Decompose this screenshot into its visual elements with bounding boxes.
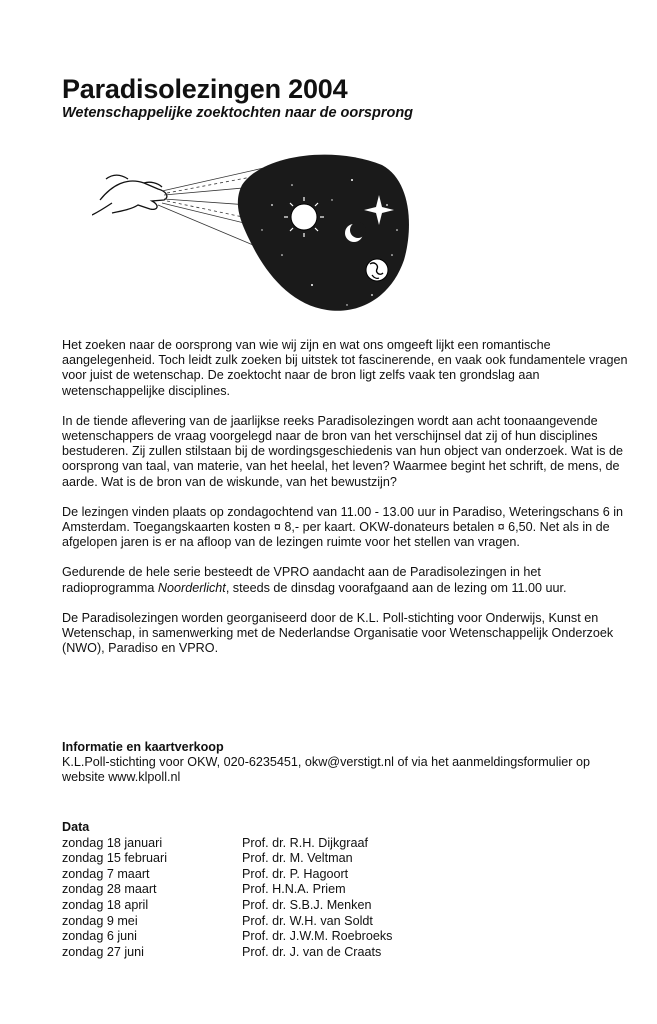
schedule-list <box>62 836 632 961</box>
schedule-date: zondag 18 januari <box>62 835 163 850</box>
hand-drawing <box>92 175 167 215</box>
schedule-date: zondag 9 mei <box>62 913 138 928</box>
info-title: Informatie en kaartverkoop <box>62 740 224 754</box>
earth-icon <box>366 259 388 281</box>
schedule-speaker: Prof. dr. J.W.M. Roebroeks <box>242 929 393 944</box>
schedule-speaker: Prof. dr. P. Hagoort <box>242 866 349 881</box>
info-text: K.L.Poll-stichting voor OKW, 020-6235451, okw@verstigt.nl of via het aanmeldingsformulier op website www.klpoll.nl <box>62 755 590 785</box>
schedule-date: zondag 15 februari <box>62 851 168 866</box>
schedule-speaker: Prof. H.N.A. Priem <box>242 882 346 897</box>
page-subtitle: Wetenschappelijke zoektochten naar de oorsprong <box>62 105 414 121</box>
schedule-row <box>62 836 632 852</box>
cosmos-illustration <box>92 145 412 320</box>
schedule-date: zondag 7 maart <box>62 866 150 881</box>
vpro-text-after: , steeds de dinsdag voorafgaand aan de lezing om 11.00 uur. <box>225 580 567 595</box>
schedule-row <box>62 914 632 930</box>
schedule-row <box>62 867 632 883</box>
schedule-label: Data <box>62 820 90 834</box>
schedule-date: zondag 6 juni <box>62 929 137 944</box>
schedule-speaker: Prof. dr. S.B.J. Menken <box>242 897 372 912</box>
schedule-date: zondag 18 april <box>62 897 149 912</box>
schedule-section <box>62 820 632 960</box>
schedule-row <box>62 945 632 961</box>
page-title: Paradisolezingen 2004 <box>62 74 348 104</box>
series-paragraph: In de tiende aflevering van de jaarlijkse reeks Paradisolezingen wordt aan acht toonaangevende wetenschappers de vraag voorgelegd naar de bron van het verschijnsel dat zij of hun disciplines bestuderen. Zij zullen stilstaan bij de wordingsgeschiedenis van hun object van onderzoek. Wat is de oorsprong van taal, van materie, van het heelal, het leven? Waarmee begint het schrift, de mens, de aarde. Wat is de bron van de wiskunde, van het bewustzijn? <box>62 413 623 489</box>
header <box>62 74 632 122</box>
schedule-row <box>62 882 632 898</box>
schedule-speaker: Prof. dr. M. Veltman <box>242 851 353 866</box>
schedule-row <box>62 929 632 945</box>
schedule-row <box>62 898 632 914</box>
vpro-text-before: Gedurende de hele serie besteedt de VPRO aandacht aan de Paradisolezingen in het radioprogramma <box>62 565 541 595</box>
body-text <box>62 338 632 671</box>
vpro-paragraph <box>62 565 632 595</box>
organisation-paragraph: De Paradisolezingen worden georganiseerd door de K.L. Poll-stichting voor Onderwijs, Kunst en Wetenschap, in samenwerking met de Nederlandse Organisatie voor Wetenschappelijk Onderzoek (NWO), Paradiso en VPRO. <box>62 610 614 656</box>
schedule-speaker: Prof. dr. W.H. van Soldt <box>242 913 373 928</box>
intro-paragraph: Het zoeken naar de oorsprong van wie wij zijn en wat ons omgeeft lijkt een romantische aangelegenheid. Toch leidt zulk zoeken bij uitstek tot fascinerende, en vaak ook fundamentele vragen voor juist de wetenschap. De zoektocht naar de bron ligt zelfs vaak ten grondslag aan wetenschappelijke disciplines. <box>62 338 628 398</box>
info-section <box>62 740 632 786</box>
schedule-speaker: Prof. dr. R.H. Dijkgraaf <box>242 835 368 850</box>
schedule-date: zondag 27 juni <box>62 944 144 959</box>
schedule-speaker: Prof. dr. J. van de Craats <box>242 944 382 959</box>
schedule-date: zondag 28 maart <box>62 882 157 897</box>
venue-paragraph: De lezingen vinden plaats op zondagochtend van 11.00 - 13.00 uur in Paradiso, Weteringschans 6 in Amsterdam. Toegangskaarten kosten ¤ 8,- per kaart. OKW-donateurs betalen ¤ 6,50. Net als in de afgelopen jaren is er na afloop van de lezingen ruimte voor het stellen van vragen. <box>62 504 624 550</box>
program-name: Noorderlicht <box>157 580 226 595</box>
schedule-row <box>62 851 632 867</box>
cosmos-cloud <box>238 155 409 311</box>
